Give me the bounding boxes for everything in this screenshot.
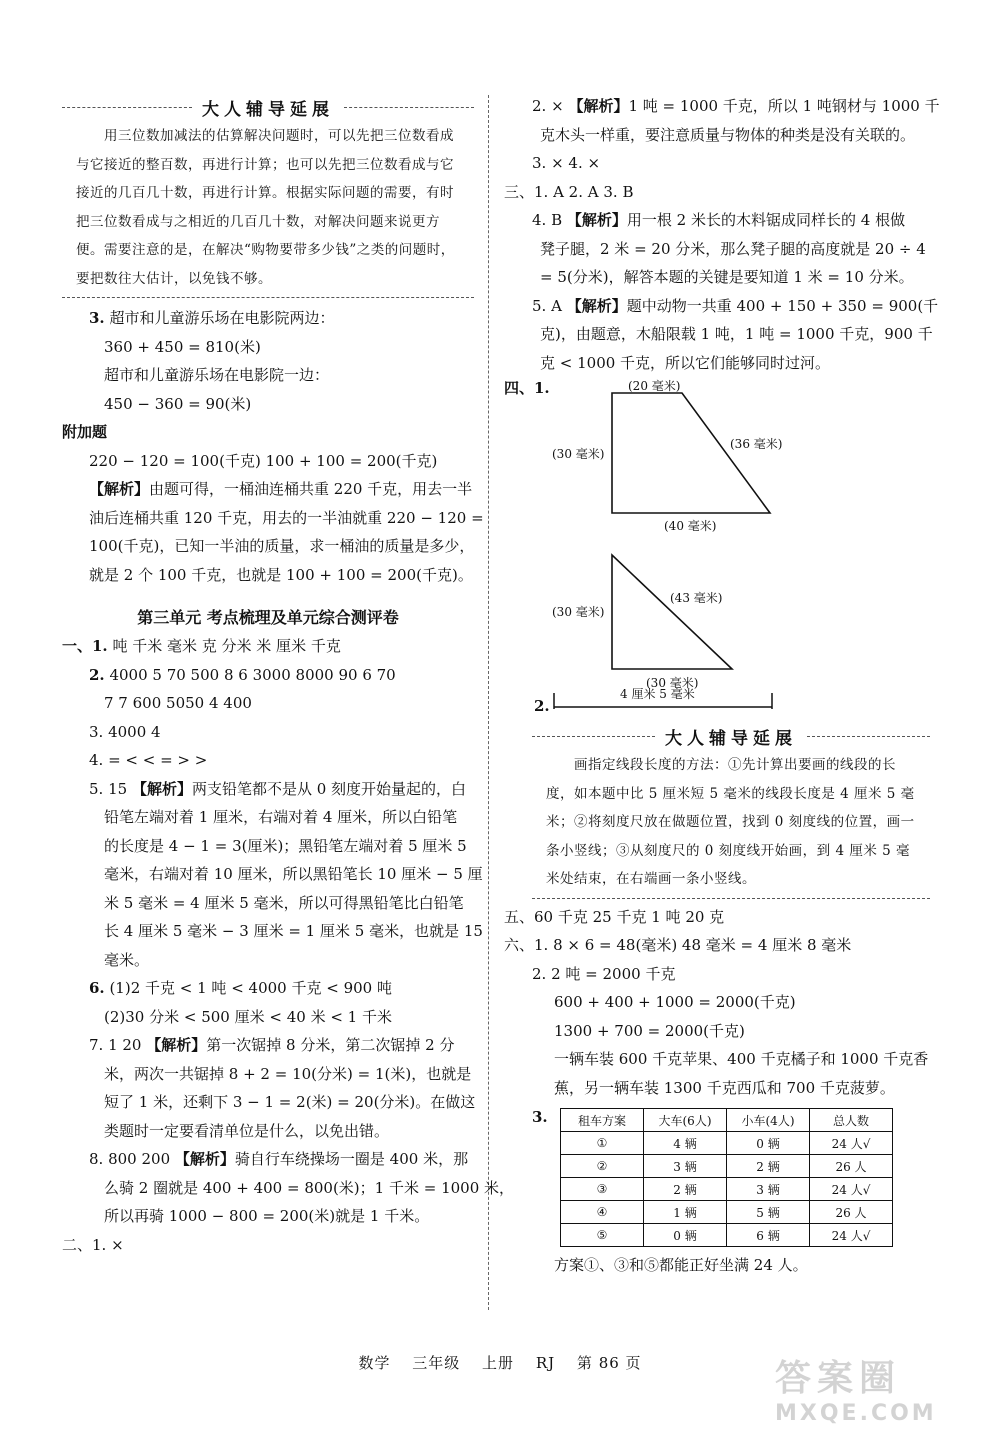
extra-question: 附加题 220 − 120 = 100(千克) 100 + 100 = 200(千克) 【解析】由题可得，一桶油连桶共重 220 千克，用去一半 油后连桶共重 120 千克，用去的一半油就重 220 − 120 = 100(千克)，已知一半油的质量，求一桶油的质量是多少， 就是 2 个 100 千克，也就是 100 + 100 = 200(千克)。 — [62, 418, 474, 589]
tri-hyp-label: (43 毫米) — [670, 591, 723, 605]
tip-box-right — [532, 721, 930, 899]
right-triangle-shape — [612, 555, 732, 669]
table-header-row: 租车方案 大车(6人) 小车(4人) 总人数 — [561, 1109, 893, 1132]
table-row: ② 3 辆 2 辆 26 人 — [561, 1155, 893, 1178]
section-one: 一、1. 吨 千米 毫米 克 分米 米 厘米 千克 2. 4000 5 70 500 8 6 3000 8000 90 6 70 7 7 600 5050 4 400 3. 4000 4 4. = < < = > > 5. 15 【解析】两支铅笔都不是从 0 刻度开始量起的，白 铅笔左端对着 1 厘米，右端对着 4 厘米，所以白铅笔 的长度是 4 − 1 = 3(厘米)；黑铅笔左端对着 5 厘米 5 毫米，右端对着 10 厘米，所以黑铅笔长 10 厘米 − 5 厘 米 5 毫米 = 4 厘米 5 毫米，所以可得黑铅笔比白铅笔 长 4 厘米 5 毫米 − 3 厘米 = 1 厘米 5 毫米，也就是 15 毫米。 6. (1)2 千克 < 1 吨 < 4000 千克 < 900 吨 (2)30 分米 < 500 厘米 < 40 米 < 1 千米 7. 1 20 【解析】第一次锯掉 8 分米，第二次锯掉 2 分 米，两次一共锯掉 8 + 2 = 10(分米) = 1(米)，也就是 短了 1 米，还剩下 3 − 1 = 2(米) = 20(分米)。在做这 类题时一定要看清单位是什么，以免出错。 8. 800 200 【解析】骑自行车绕操场一圈是 400 米，那 么骑 2 圈就是 400 + 400 = 800(米)；1 千米 = 1000 米， 所以再骑 1000 − 800 = 200(米)就是 1 千米。 二、1. × — [62, 637, 515, 1254]
tip-box-text: 用三位数加减法的估算解决问题时，可以先把三位数看成与它接近的整百数，再进行计算；也可以先把三位数看成与它接近的几百几十数，再进行计算。根据实际问题的需要，有时把三位数看成与之相近的几百几十数，对解决问题来说更方便。需要注意的是，在解决“购物要带多少钱”之类的问题时，要把数往大估计，以免钱不够。 — [76, 128, 455, 287]
tri-bottom-label: (30 毫米) — [646, 676, 699, 690]
tri-left-label: (30 毫米) — [552, 605, 605, 619]
column-divider — [488, 95, 489, 1310]
shapes-figure: 四、1. (20 毫米) (30 毫米) (36 毫米) (40 毫米) (30 毫米) (43 毫米) (30 毫米) 2. 4 厘米 5 毫米 — [532, 377, 930, 717]
watermark-logo: 答案圈 MXQE.COM — [775, 1358, 937, 1426]
tip-box-left — [62, 92, 474, 298]
trap-left-label: (30 毫米) — [552, 447, 605, 461]
trapezoid-shape — [612, 393, 770, 513]
rental-table-block: 3. 租车方案 大车(6人) 小车(4人) 总人数 ① 4 辆 0 辆 24 人√ ② 3 辆 2 辆 26 人 ③ 2 辆 3 辆 24 人√ ④ 1 辆 5 辆 26 人 ⑤ 0 辆 6 辆 24 人√ — [532, 1108, 930, 1247]
table-row: ④ 1 辆 5 辆 26 人 — [561, 1201, 893, 1224]
tip-box-title: 大人辅导延展 — [665, 728, 797, 749]
trap-top-label: (20 毫米) — [628, 379, 681, 393]
tip-box-text: 画指定线段长度的方法：①先计算出要画的线段的长度，如本题中比 5 厘米短 5 毫米的线段长度是 4 厘米 5 毫米；②将刻度尺放在做题位置，找到 0 刻度线的位置，画一条小竖线；③从刻度尺的 0 刻度线开始画，到 4 厘米 5 毫米处结束，在右端画一条小竖线。 — [546, 757, 915, 887]
trap-bottom-label: (40 毫米) — [664, 519, 717, 533]
segment-label: 4 厘米 5 毫米 — [620, 687, 695, 701]
rental-table — [560, 1108, 893, 1247]
right-column: 2. × 【解析】1 吨 = 1000 千克，所以 1 吨钢材与 1000 千 克木头一样重，要注意质量与物体的种类是没有关联的。 3. × 4. × 三、1. A 2. A 3. B 4. B 【解析】用一根 2 米长的木料锯成同样长的 4 根做 凳子腿，2 米 = 20 分米，那么凳子腿的高度就是 20 ÷ 4 = 5(分米)，解答本题的关键是要知道 1 米 = 10 分米。 5. A 【解析】题中动物一共重 400 + 150 + 350 = 900(千 克)，由题意，木船限载 1 吨，1 吨 = 1000 千克，900 千 克 < 1000 千克，所以它们能够同时过河。 四、1. (20 毫米) (30 毫米) (36 毫米) (40 毫米) (30 毫米) (43 毫米) (30 毫米) 2. 4 厘米 5 毫米 大人辅导延展 画指定线段长度的方法：①先计算出要画的线段的长度，如本题中比 5 厘米短 5 毫米的线段长度是 4 厘米 5 毫米；②将刻度尺放在做题位置，找到 0 刻度线的位置，画一条小竖线；③从刻度尺的 0 刻度线开始画，到 4 厘米 5 毫米处结束，在右端画一条小竖线。 五、60 千克 25 千克 1 吨 20 克 六、1. 8 × 6 = 48(毫米) 48 毫米 = 4 厘米 8 毫米 2. 2 吨 = 2000 千克 600 + 400 + 1000 = 2000(千克) 1300 + 700 = 2000(千克) 一辆车装 600 千克苹果、400 千克橘子和 1000 千克香 蕉，另一辆车装 1300 千克西瓜和 700 千克菠萝。 3. 租车方案 大车(6人) 小车(4人) 总人数 ① 4 辆 0 辆 24 人√ ② 3 辆 2 辆 26 人 ③ 2 辆 3 辆 24 人√ ④ 1 辆 5 辆 26 人 ⑤ 0 辆 6 辆 24 人√ 方案①、③和⑤都能正好坐满 24 人。 — [532, 92, 930, 1280]
unit-title: 第三单元 考点梳理及单元综合测评卷 — [137, 608, 399, 627]
table-row: ① 4 辆 0 辆 24 人√ — [561, 1132, 893, 1155]
table-row: ⑤ 0 辆 6 辆 24 人√ — [561, 1224, 893, 1247]
left-column — [62, 92, 515, 1259]
table-row: ③ 2 辆 3 辆 24 人√ — [561, 1178, 893, 1201]
page-footer: 数学 三年级 上册 RJ 第 86 页 — [358, 1354, 642, 1372]
extra-title: 附加题 — [62, 423, 108, 441]
trap-right-label: (36 毫米) — [730, 437, 783, 451]
shapes-svg — [532, 377, 930, 717]
conclusion: 方案①、③和⑤都能正好坐满 24 人。 — [554, 1256, 808, 1274]
answer-q3: 3. 超市和儿童游乐场在电影院两边： 360 + 450 = 810(米) 超市和儿童游乐场在电影院一边： 450 − 360 = 90(米) — [89, 309, 335, 413]
tip-box-title: 大人辅导延展 — [202, 99, 334, 120]
